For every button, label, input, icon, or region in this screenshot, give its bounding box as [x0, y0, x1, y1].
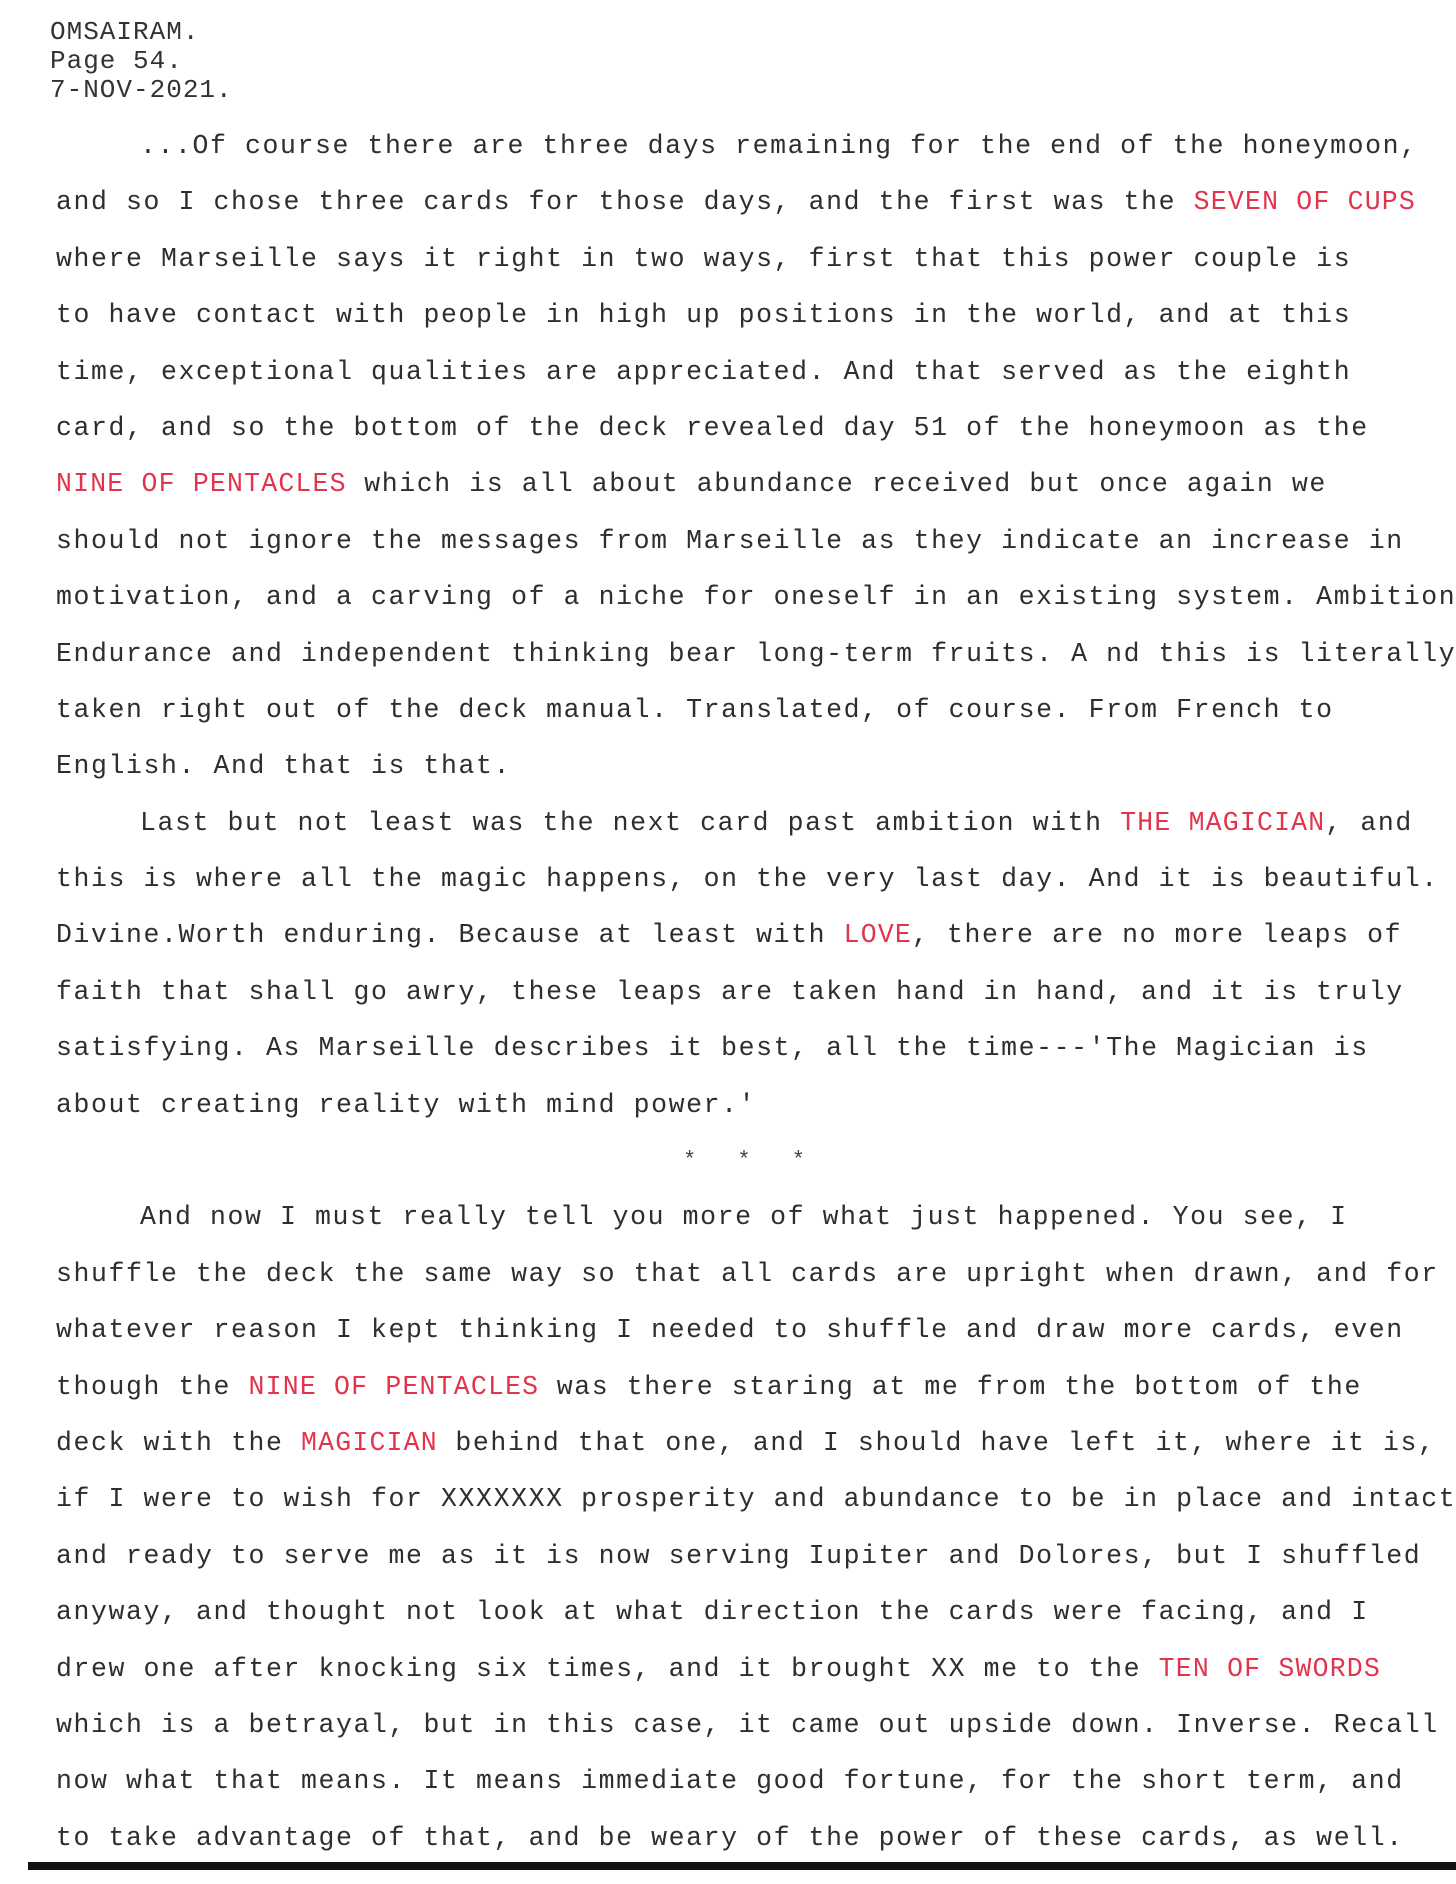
- text-line: though the NINE OF PENTACLES was there staring at me from the bottom of the: [56, 1371, 1362, 1402]
- card-name-nine-of-pentacles: NINE OF PENTACLES: [56, 469, 347, 500]
- text-line: drew one after knocking six times, and it brought XX me to the TEN OF SWORDS: [56, 1653, 1382, 1684]
- text-line: this is where all the magic happens, on the very last day. And it is beautiful.: [56, 864, 1439, 895]
- text-line: NINE OF PENTACLES which is all about abundance received but once again we: [56, 469, 1327, 500]
- text-line: deck with the MAGICIAN behind that one, and I should have left it, where it is,: [56, 1427, 1436, 1458]
- text-line: where Marseille says it right in two ways, first that this power couple is: [56, 243, 1352, 274]
- text-line: to take advantage of that, and be weary of the power of these cards, as well.: [56, 1822, 1404, 1853]
- text-line: time, exceptional qualities are appreciated. And that served as the eighth: [56, 356, 1352, 387]
- text-line: now what that means. It means immediate good fortune, for the short term, and: [56, 1766, 1404, 1797]
- text-line: motivation, and a carving of a niche for oneself in an existing system. Ambition: [56, 582, 1456, 613]
- section-separator: * * *: [682, 1148, 819, 1174]
- header-page-number: Page 54.: [50, 46, 183, 76]
- text-line: Endurance and independent thinking bear long-term fruits. A nd this is literally: [56, 638, 1456, 669]
- text-line: about creating reality with mind power.': [56, 1089, 757, 1120]
- card-name-nine-of-pentacles: NINE OF PENTACLES: [248, 1371, 540, 1402]
- card-name-magician: MAGICIAN: [301, 1427, 438, 1458]
- text-line: which is a betrayal, but in this case, it came out upside down. Inverse. Recall: [56, 1709, 1439, 1740]
- text-line: taken right out of the deck manual. Translated, of course. From French to: [56, 694, 1334, 725]
- text-line: should not ignore the messages from Marseille as they indicate an increase in: [56, 525, 1404, 556]
- page-header: [50, 18, 233, 105]
- text-line: And now I must really tell you more of what just happened. You see, I: [140, 1202, 1348, 1233]
- card-name-the-magician: THE MAGICIAN: [1120, 807, 1326, 838]
- text-line: if I were to wish for XXXXXXX prosperity and abundance to be in place and intact: [56, 1484, 1456, 1515]
- text-line: to have contact with people in high up positions in the world, and at this: [56, 300, 1352, 331]
- text-line: English. And that is that.: [56, 751, 512, 782]
- text-line: anyway, and thought not look at what direction the cards were facing, and I: [56, 1597, 1369, 1628]
- text-line: Last but not least was the next card past ambition with THE MAGICIAN, and: [140, 807, 1413, 838]
- text-line: satisfying. As Marseille describes it best, all the time---'The Magician is: [56, 1033, 1369, 1064]
- text-line: and ready to serve me as it is now serving Iupiter and Dolores, but I shuffled: [56, 1540, 1422, 1571]
- header-date: 7-NOV-2021.: [50, 75, 233, 105]
- text-line: shuffle the deck the same way so that all cards are upright when drawn, and for: [56, 1258, 1439, 1289]
- text-line: ...Of course there are three days remaining for the end of the honeymoon,: [140, 131, 1418, 161]
- card-name-ten-of-swords: TEN OF SWORDS: [1158, 1653, 1382, 1684]
- text-line: Divine.Worth enduring. Because at least with LOVE, there are no more leaps of: [56, 920, 1403, 951]
- text-line: card, and so the bottom of the deck revealed day 51 of the honeymoon as the: [56, 412, 1369, 443]
- word-love: LOVE: [843, 920, 913, 951]
- bottom-rule: [28, 1862, 1456, 1870]
- text-line: faith that shall go awry, these leaps are taken hand in hand, and it is truly: [56, 976, 1404, 1007]
- body-text: [56, 118, 1456, 1866]
- text-line: and so I chose three cards for those days, and the first was the SEVEN OF CUPS: [56, 187, 1417, 218]
- header-title: OMSAIRAM.: [50, 17, 200, 47]
- text-line: whatever reason I kept thinking I needed to shuffle and draw more cards, even: [56, 1315, 1404, 1346]
- card-name-seven-of-cups: SEVEN OF CUPS: [1193, 187, 1417, 218]
